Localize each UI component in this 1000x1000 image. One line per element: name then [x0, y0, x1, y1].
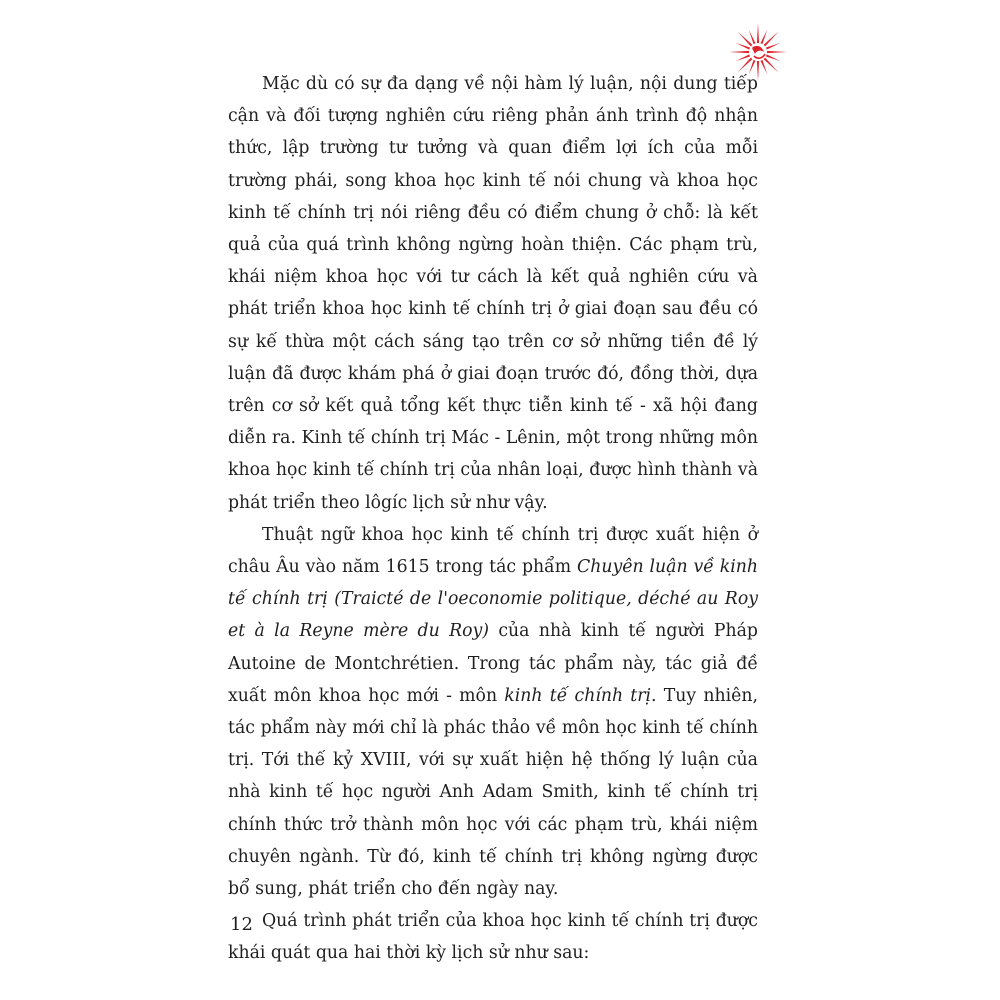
logo-ray	[749, 30, 756, 44]
paragraph-text: . Tuy nhiên, tác phẩm này mới chỉ là phác thảo về môn học kinh tế chính trị. Tới thế kỷ XVIII, với sự xuất hiện hệ thống lý luận của nhà kinh tế học người Anh Adam Smith, kinh tế chính trị chính thức trở thành môn học với các phạm trù, khái niệm chuyên ngành. Từ đó, kinh tế chính trị không ngừng được bổ sung, phát triển cho đến ngày nay.	[228, 685, 758, 900]
logo-ray	[760, 60, 767, 74]
logo-ray	[736, 54, 750, 61]
paragraph-2	[228, 519, 758, 905]
logo-ray	[766, 54, 780, 61]
paragraph-text: Quá trình phát triển của khoa học kinh tế chính trị được khái quát qua hai thời kỳ lịch sử như sau:	[228, 911, 758, 964]
page-number: 12	[230, 914, 253, 935]
logo-ray	[736, 43, 750, 50]
paragraph-text: Thuật ngữ khoa học kinh tế chính trị được xuất hiện ở châu Âu vào năm 1615 trong tác phẩm	[228, 524, 758, 578]
logo-ray	[767, 51, 787, 53]
paragraph-1	[228, 68, 758, 519]
paragraph-3	[228, 905, 758, 969]
logo-ray	[757, 23, 759, 43]
logo-ray	[729, 51, 749, 53]
book-title-italic: Chuyên luận về kinh tế chính trị (Traicté de l'oeconomie politique, déché au Roy et à la Reyne mère du Roy)	[228, 557, 759, 642]
paragraph-text: Mặc dù có sự đa dạng về nội hàm lý luận, nội dung tiếp cận và đối tượng nghiên cứu riêng phản ánh trình độ nhận thức, lập trường tư tưởng và quan điểm lợi ích của mỗi trường phái, song khoa học kinh tế nói chung và khoa học kinh tế chính trị nói riêng đều có điểm chung ở chỗ: là kết quả của quá trình không ngừng hoàn thiện. Các phạm trù, khái niệm khoa học với tư cách là kết quả nghiên cứu và phát triển khoa học kinh tế chính trị ở giai đoạn sau đều có sự kế thừa một cách sáng tạo trên cơ sở những tiền đề lý luận đã được khám phá ở giai đoạn trước đó, đồng thời, dựa trên cơ sở kết quả tổng kết thực tiễn kinh tế - xã hội đang diễn ra. Kinh tế chính trị Mác - Lênin, một trong những môn khoa học kinh tế chính trị của nhân loại, được hình thành và phát triển theo lôgíc lịch sử như vậy.	[228, 74, 758, 513]
paragraph-text: của nhà kinh tế người Pháp Autoine de Montchrétien. Trong tác phẩm này, tác giả đề xuất môn khoa học mới - môn	[228, 621, 758, 706]
term-italic: kinh tế chính trị	[504, 685, 652, 706]
logo-ray	[760, 30, 767, 44]
body-text	[228, 68, 758, 970]
logo-ray	[766, 43, 780, 50]
